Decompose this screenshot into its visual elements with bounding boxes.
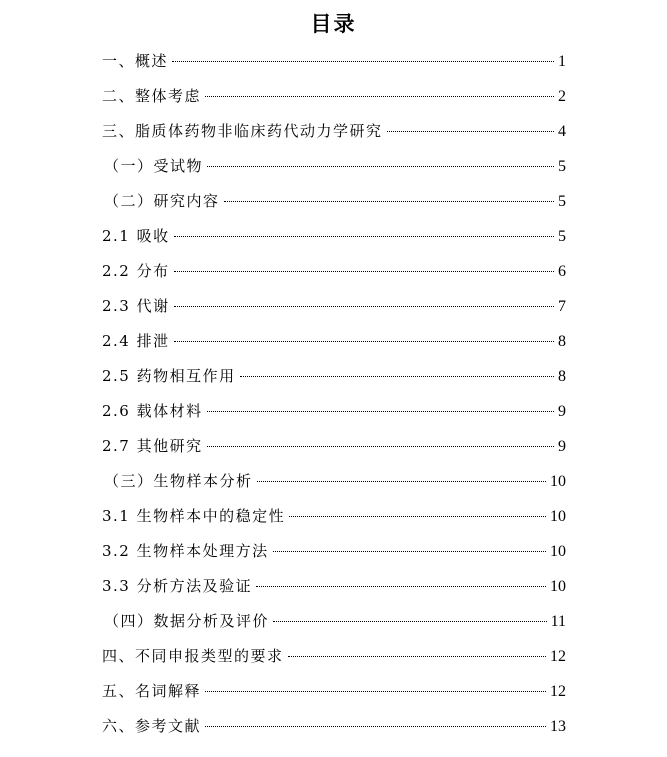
dot-leader [288, 656, 546, 657]
dot-leader [205, 96, 554, 97]
dot-leader [273, 621, 547, 622]
dot-leader [205, 691, 546, 692]
dot-leader [224, 201, 554, 202]
dot-leader [174, 306, 554, 307]
toc-entry-text: 二、整体考虑 [102, 87, 202, 105]
toc-entry-page: 12 [550, 648, 566, 665]
toc-entry-text: （四）数据分析及评价 [104, 612, 270, 630]
toc-entry-page: 10 [550, 508, 566, 525]
toc-entry-page: 9 [558, 403, 566, 420]
toc-entry[interactable] [102, 289, 566, 324]
toc-entry[interactable] [102, 569, 566, 604]
toc-entry-text: 三、脂质体药物非临床药代动力学研究 [102, 122, 383, 140]
toc-entry-page: 10 [550, 578, 566, 595]
toc-entry-page: 9 [558, 438, 566, 455]
toc-entry-text: 3.1 生物样本中的稳定性 [102, 507, 286, 525]
dot-leader [174, 271, 554, 272]
dot-leader [205, 726, 546, 727]
dot-leader [207, 446, 554, 447]
toc-entry[interactable] [102, 429, 566, 464]
toc-entry[interactable] [102, 359, 566, 394]
toc-entry[interactable] [102, 534, 566, 569]
toc-entry[interactable] [102, 184, 566, 219]
dot-leader [387, 131, 554, 132]
toc-entry-text: 六、参考文献 [102, 717, 202, 735]
toc-entry-page: 6 [558, 263, 566, 280]
toc-entry[interactable] [102, 394, 566, 429]
toc-entry-page: 8 [558, 368, 566, 385]
toc-entry-text: 3.2 生物样本处理方法 [102, 542, 269, 560]
dot-leader [257, 481, 546, 482]
toc-entry-page: 13 [550, 718, 566, 735]
toc-entry-page: 7 [558, 298, 566, 315]
toc-entry-page: 12 [550, 683, 566, 700]
toc-entry-text: 四、不同申报类型的要求 [102, 647, 284, 665]
toc-entry[interactable] [102, 44, 566, 79]
toc-entry[interactable] [102, 464, 566, 499]
toc-entry-page: 2 [558, 88, 566, 105]
dot-leader [240, 376, 554, 377]
toc-entry-page: 10 [550, 543, 566, 560]
toc-title: 目录 [310, 11, 357, 36]
dot-leader [207, 411, 554, 412]
toc-entry-text: 2.7 其他研究 [102, 437, 203, 455]
toc-entry-text: 五、名词解释 [102, 682, 202, 700]
toc-entry-text: 3.3 分析方法及验证 [102, 577, 253, 595]
toc-entry-page: 5 [558, 158, 566, 175]
toc-entry-text: 一、概述 [102, 52, 169, 70]
toc-entry-page: 10 [550, 473, 566, 490]
toc-entry-text: （三）生物样本分析 [104, 472, 253, 490]
toc-entry-page: 5 [558, 193, 566, 210]
dot-leader [174, 236, 554, 237]
toc-entry-text: （二）研究内容 [104, 192, 220, 210]
toc-list [102, 44, 566, 744]
toc-entry-page: 4 [558, 123, 566, 140]
dot-leader [289, 516, 546, 517]
toc-entry[interactable] [102, 79, 566, 114]
dot-leader [256, 586, 546, 587]
dot-leader [207, 166, 554, 167]
toc-entry-page: 1 [558, 53, 566, 70]
toc-entry[interactable] [102, 324, 566, 359]
toc-entry[interactable] [102, 149, 566, 184]
toc-entry-page: 11 [550, 613, 566, 630]
toc-entry-text: 2.4 排泄 [102, 332, 170, 350]
dot-leader [273, 551, 546, 552]
toc-entry[interactable] [102, 114, 566, 149]
toc-entry-page: 8 [558, 333, 566, 350]
toc-entry-page: 5 [558, 228, 566, 245]
toc-entry-text: 2.2 分布 [102, 262, 170, 280]
toc-entry-text: 2.1 吸收 [102, 227, 170, 245]
toc-entry[interactable] [102, 674, 566, 709]
toc-entry[interactable] [102, 499, 566, 534]
toc-entry[interactable] [102, 709, 566, 744]
dot-leader [172, 61, 554, 62]
toc-entry[interactable] [102, 219, 566, 254]
dot-leader [174, 341, 554, 342]
toc-entry[interactable] [102, 254, 566, 289]
toc-entry[interactable] [102, 604, 566, 639]
toc-entry[interactable] [102, 639, 566, 674]
toc-entry-text: 2.3 代谢 [102, 297, 170, 315]
toc-entry-text: 2.6 载体材料 [102, 402, 203, 420]
toc-entry-text: （一）受试物 [104, 157, 204, 175]
toc-entry-text: 2.5 药物相互作用 [102, 367, 236, 385]
